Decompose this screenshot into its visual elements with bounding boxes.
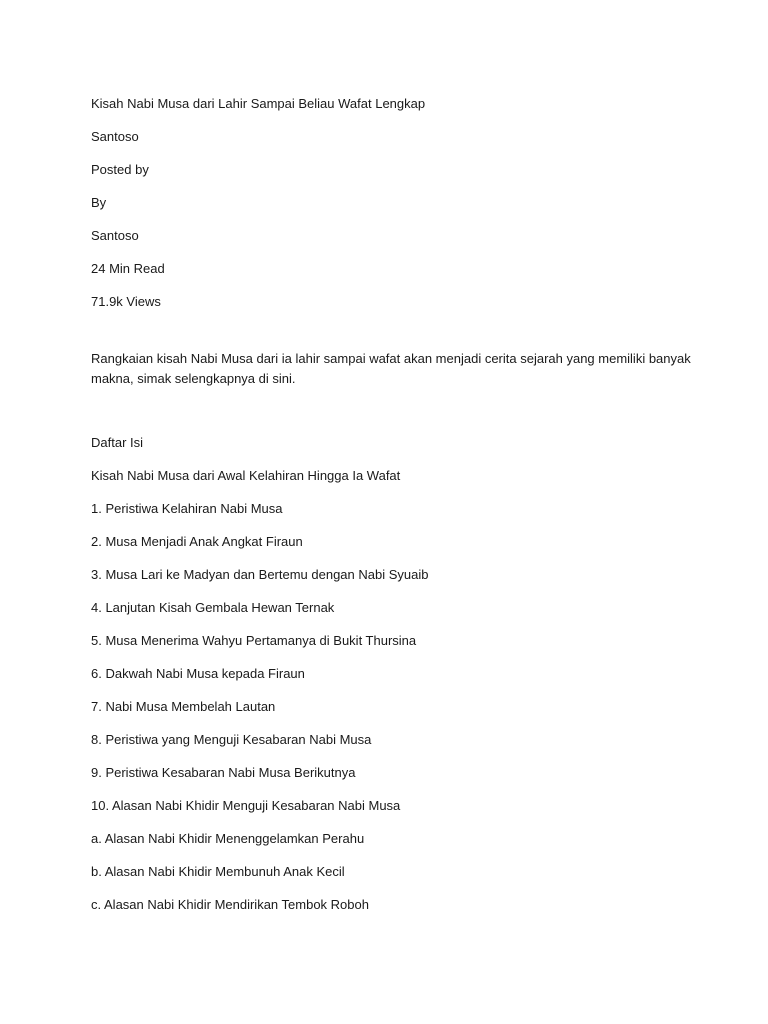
intro-paragraph: Rangkaian kisah Nabi Musa dari ia lahir sampai wafat akan menjadi cerita sejarah yang memiliki banyak makna, simak selengkapnya di sini. bbox=[91, 351, 691, 386]
toc-item: 7. Nabi Musa Membelah Lautan bbox=[91, 699, 276, 714]
read-time: 24 Min Read bbox=[91, 261, 165, 276]
spacer bbox=[91, 389, 691, 433]
toc-item: 8. Peristiwa yang Menguji Kesabaran Nabi Musa bbox=[91, 732, 372, 747]
toc-subheading: Kisah Nabi Musa dari Awal Kelahiran Hingga Ia Wafat bbox=[91, 468, 401, 483]
article-title: Kisah Nabi Musa dari Lahir Sampai Beliau Wafat Lengkap bbox=[91, 96, 426, 111]
toc-item: 5. Musa Menerima Wahyu Pertamanya di Bukit Thursina bbox=[91, 633, 417, 648]
toc-item: b. Alasan Nabi Khidir Membunuh Anak Kecil bbox=[91, 864, 345, 879]
toc-item: c. Alasan Nabi Khidir Mendirikan Tembok Roboh bbox=[91, 897, 369, 912]
author-name-top: Santoso bbox=[91, 129, 139, 144]
toc-item: 3. Musa Lari ke Madyan dan Bertemu dengan Nabi Syuaib bbox=[91, 567, 429, 582]
toc-item: a. Alasan Nabi Khidir Menenggelamkan Perahu bbox=[91, 831, 365, 846]
spacer bbox=[91, 325, 691, 349]
toc-item: 10. Alasan Nabi Khidir Menguji Kesabaran Nabi Musa bbox=[91, 798, 401, 813]
author-name: Santoso bbox=[91, 228, 139, 243]
view-count: 71.9k Views bbox=[91, 294, 161, 309]
toc-item: 9. Peristiwa Kesabaran Nabi Musa Berikutnya bbox=[91, 765, 356, 780]
by-label: By bbox=[91, 195, 107, 210]
toc-heading: Daftar Isi bbox=[91, 435, 144, 450]
posted-by-label: Posted by bbox=[91, 162, 149, 177]
toc-item: 2. Musa Menjadi Anak Angkat Firaun bbox=[91, 534, 303, 549]
toc-item: 6. Dakwah Nabi Musa kepada Firaun bbox=[91, 666, 305, 681]
toc-item: 4. Lanjutan Kisah Gembala Hewan Ternak bbox=[91, 600, 335, 615]
toc-list bbox=[91, 499, 691, 915]
toc-item: 1. Peristiwa Kelahiran Nabi Musa bbox=[91, 501, 283, 516]
document-page bbox=[91, 94, 691, 928]
